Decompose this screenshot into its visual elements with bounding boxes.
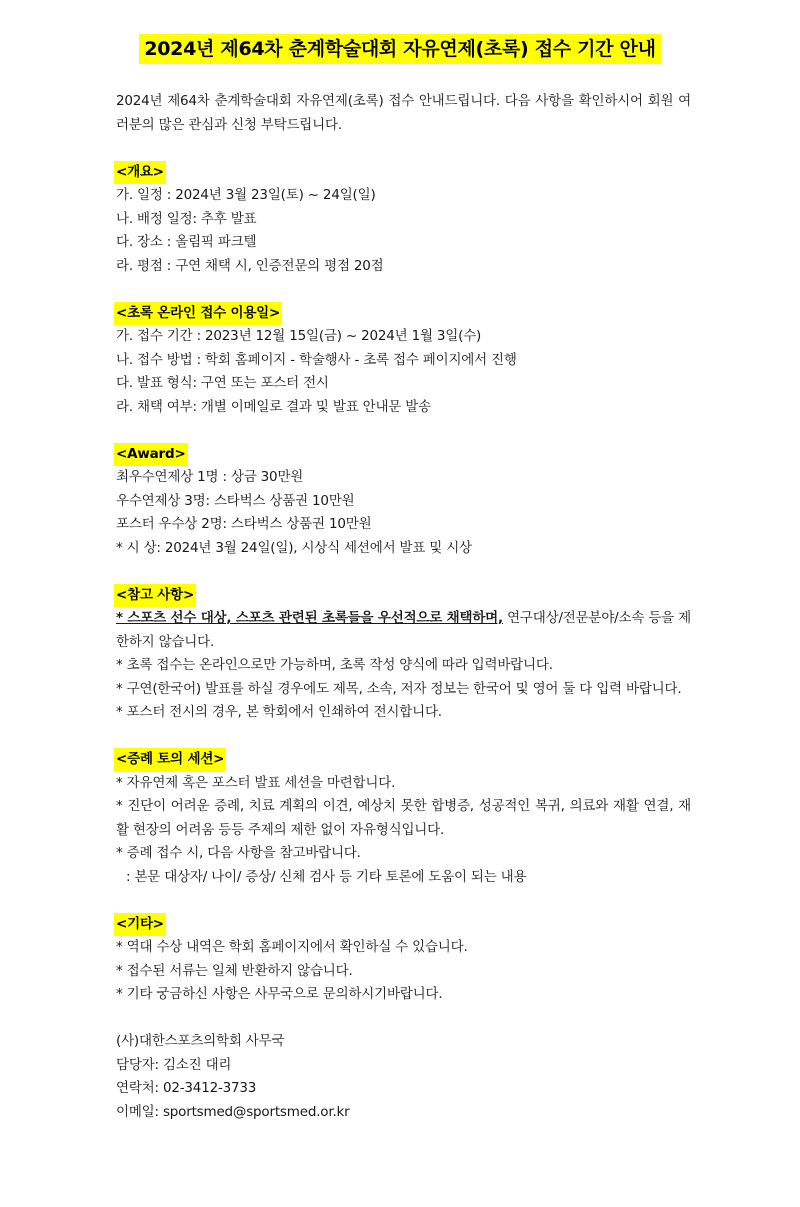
award-item: 최우수연제상 1명 : 상금 30만원 [116, 469, 304, 485]
notes-emphasis: * 스포츠 선수 대상, 스포츠 관련된 초록들을 우선적으로 채택하며, [116, 610, 503, 626]
overview-item: 라. 평점 : 구연 채택 시, 인증전문의 평점 20점 [116, 257, 384, 274]
etc-item: * 접수된 서류는 일체 반환하지 않습니다. [116, 962, 353, 979]
intro-paragraph: 2024년 제64차 춘계학술대회 자유연제(초록) 접수 안내드립니다. 다음 사항을 확인하시어 회원 여러분의 많은 관심과 신청 부탁드립니다. [116, 93, 691, 133]
case-item: * 증례 접수 시, 다음 사항을 참고바랍니다. [116, 845, 361, 861]
award-section [116, 443, 691, 561]
notes-emphasis-rest: 연구대상/전문분야/소속 등을 제한하지 않습니다. [116, 610, 691, 650]
case-item: * 자유연제 혹은 포스터 발표 세션을 마련합니다. [116, 774, 396, 791]
overview-item: 다. 장소 : 올림픽 파크텔 [116, 234, 257, 250]
notes-item [116, 607, 691, 654]
online-submission-section [116, 302, 691, 420]
contact-org: (사)대한스포츠의학회 사무국 [116, 1033, 285, 1049]
award-heading: <Award> [114, 443, 188, 467]
case-item: * 진단이 어려운 증례, 치료 계획의 이견, 예상치 못한 합병증, 성공적인 복귀, 의료와 재활 연결, 재활 현장의 어려움 등등 주제의 제한 없이 자유형식입니다. [116, 798, 691, 838]
award-item: 우수연제상 3명: 스타벅스 상품권 10만원 [116, 492, 355, 509]
contact-person: 담당자: 김소진 대리 [116, 1056, 232, 1073]
notes-item: * 구연(한국어) 발표를 하실 경우에도 제목, 소속, 저자 정보는 한국어 및 영어 둘 다 입력 바랍니다. [116, 680, 682, 697]
contact-section [116, 1030, 691, 1124]
online-item: 라. 채택 여부: 개별 이메일로 결과 및 발표 안내문 발송 [116, 398, 431, 415]
page-title: 2024년 제64차 춘계학술대회 자유연제(초록) 접수 기간 안내 [139, 34, 660, 64]
overview-heading: <개요> [114, 161, 166, 185]
online-heading: <초록 온라인 접수 이용일> [114, 302, 282, 326]
notes-heading: <참고 사항> [114, 584, 196, 608]
award-item: * 시 상: 2024년 3월 24일(일), 시상식 세션에서 발표 및 시상 [116, 539, 472, 556]
overview-section [116, 161, 691, 279]
notice-body [116, 90, 691, 1124]
overview-item: 나. 배정 일정: 추후 발표 [116, 210, 257, 227]
etc-section [116, 913, 691, 1007]
contact-email: 이메일: sportsmed@sportsmed.or.kr [116, 1103, 350, 1120]
notes-section [116, 584, 691, 725]
online-item: 다. 발표 형식: 구연 또는 포스터 전시 [116, 375, 329, 391]
notes-item: * 포스터 전시의 경우, 본 학회에서 인쇄하여 전시합니다. [116, 704, 442, 720]
case-subitem: : 본문 대상자/ 나이/ 증상/ 신체 검사 등 기타 토론에 도움이 되는 내용 [126, 868, 527, 885]
etc-item: * 역대 수상 내역은 학회 홈페이지에서 확인하실 수 있습니다. [116, 939, 468, 955]
case-heading: <증례 토의 세션> [114, 748, 226, 772]
award-item: 포스터 우수상 2명: 스타벅스 상품권 10만원 [116, 516, 372, 532]
case-discussion-section [116, 748, 691, 889]
online-item: 가. 접수 기간 : 2023년 12월 15일(금) ~ 2024년 1월 3일(수) [116, 328, 482, 344]
notes-item: * 초록 접수는 온라인으로만 가능하며, 초록 작성 양식에 따라 입력바랍니다. [116, 657, 553, 673]
overview-item: 가. 일정 : 2024년 3월 23일(토) ~ 24일(일) [116, 187, 376, 203]
etc-heading: <기타> [114, 913, 166, 937]
title-container [0, 34, 800, 64]
etc-item: * 기타 궁금하신 사항은 사무국으로 문의하시기바랍니다. [116, 986, 443, 1002]
contact-phone: 연락처: 02-3412-3733 [116, 1080, 257, 1096]
online-item: 나. 접수 방법 : 학회 홈페이지 - 학술행사 - 초록 접수 페이지에서 진행 [116, 351, 517, 368]
